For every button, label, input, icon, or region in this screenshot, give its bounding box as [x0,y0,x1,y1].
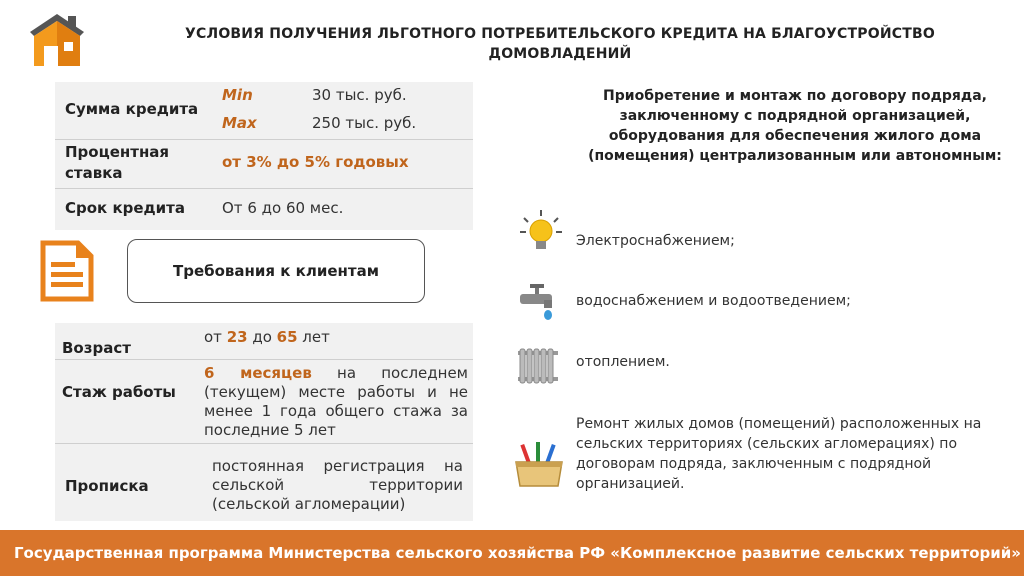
age-max: 65 [276,328,298,346]
age-suffix: лет [297,328,330,346]
water-tap-icon [516,280,560,322]
age-min: 23 [226,328,248,346]
min-label: Min [222,86,253,104]
divider [55,359,473,360]
max-label: Max [222,114,257,132]
document-icon [40,240,94,302]
rate-label-line2: ставка [65,164,123,182]
requirements-header: Требования к клиентам [127,239,425,303]
max-value: 250 тыс. руб. [312,114,417,132]
item-repair: Ремонт жилых домов (помещений) расположенных на сельских территориях (сельских агломерациях) по договорам подряда, заключенным с подрядной организацией. [576,416,982,492]
lightbulb-icon [518,208,564,254]
divider [55,443,473,444]
experience-text: на последнем (текущем) месте работы и не менее 1 года общего стажа за последние 5 лет [204,364,468,439]
item-heating: отоплением. [576,354,670,370]
footer-banner: Государственная программа Министерства сельского хозяйства РФ «Комплексное развитие сельских территорий» [0,530,1024,576]
min-value: 30 тыс. руб. [312,86,407,104]
page-title: УСЛОВИЯ ПОЛУЧЕНИЯ ЛЬГОТНОГО ПОТРЕБИТЕЛЬСКОГО КРЕДИТА НА БЛАГОУСТРОЙСТВО ДОМОВЛАДЕНИЙ [185,26,935,62]
radiator-icon [516,347,560,385]
toolbox-icon [510,440,568,488]
item-electricity: Электроснабжением; [576,233,735,249]
item-water: водоснабжением и водоотведением; [576,293,851,309]
experience-highlight: 6 месяцев [204,364,312,382]
experience-label: Стаж работы [62,383,176,401]
rate-label-line1: Процентная [65,143,170,161]
term-label: Срок кредита [65,199,185,217]
divider [55,188,473,189]
divider [55,139,473,140]
age-label: Возраст [62,339,131,357]
amount-label: Сумма кредита [65,100,199,118]
house-logo-icon [24,12,90,68]
term-value: От 6 до 60 мес. [222,199,344,217]
age-mid: до [247,328,277,346]
registration-value: постоянная регистрация на сельской территории (сельской агломерации) [212,457,463,513]
experience-value [204,364,468,440]
age-value [204,328,330,346]
age-prefix: от [204,328,227,346]
rate-value: от 3% до 5% годовых [222,153,409,171]
equipment-heading: Приобретение и монтаж по договору подряда, заключенному с подрядной организацией, оборудования для обеспечения жилого дома (помещения) централизованным или автономным: [588,88,1002,164]
registration-label: Прописка [65,477,149,495]
